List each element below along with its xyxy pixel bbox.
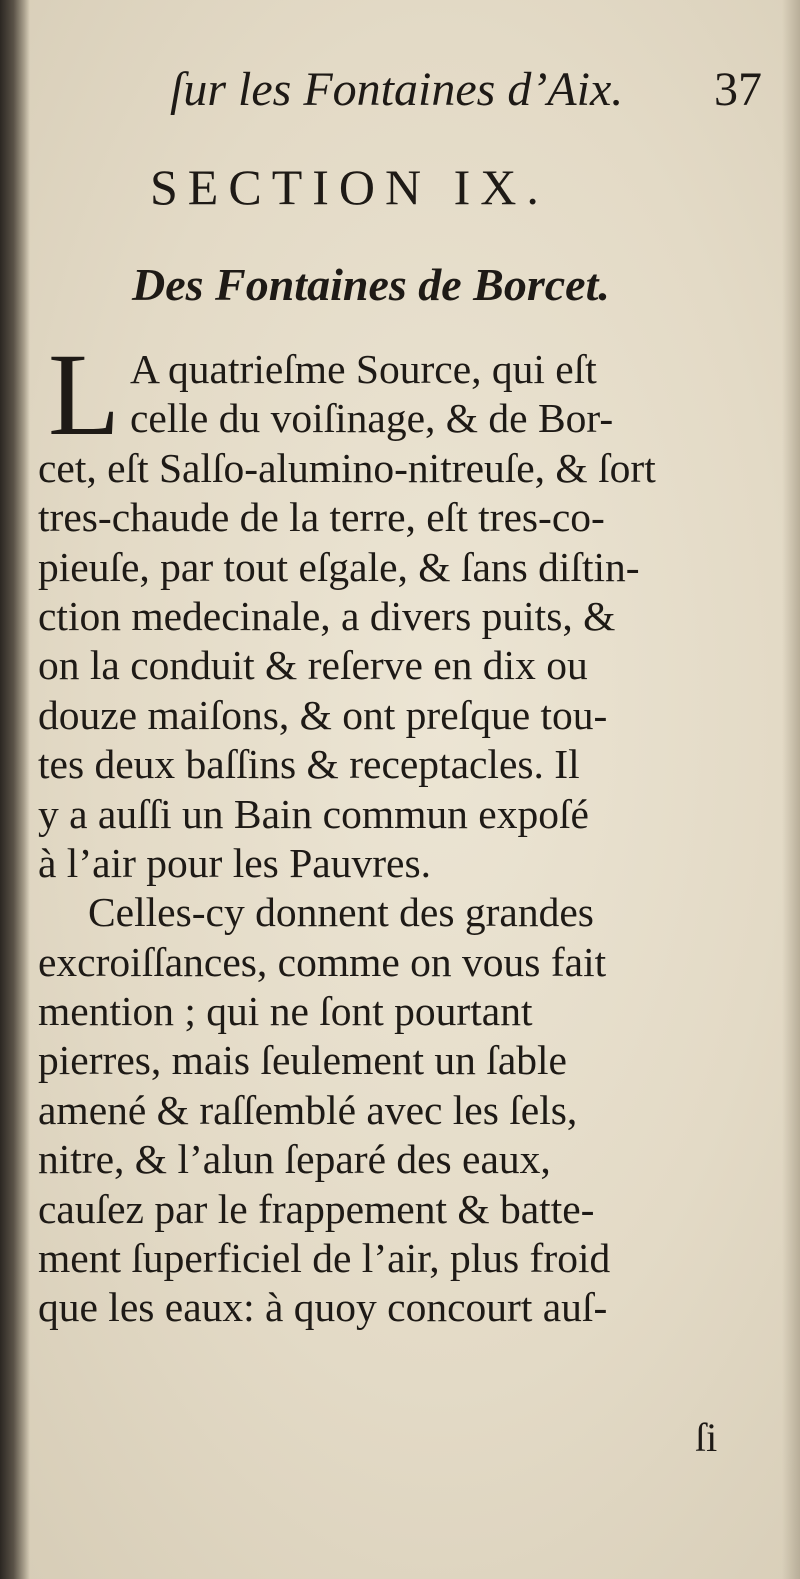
text-line: cauſez par le frappement & batte- — [38, 1185, 595, 1232]
section-subtitle: Des Fontaines de Borcet. — [132, 259, 610, 310]
text-line: y a auſſi un Bain commun expoſé — [38, 790, 589, 837]
text-line: Celles-cy donnent des grandes — [88, 889, 594, 936]
text-line: tes deux baſſins & receptacles. Il — [38, 741, 580, 788]
text-line: à l’air pour les Pauvres. — [38, 839, 431, 886]
page-header — [140, 62, 770, 132]
text-line: nitre, & l’alun ſeparé des eaux, — [38, 1136, 551, 1183]
text-line: douze maiſons, & ont preſque tou- — [38, 691, 608, 738]
text-line: cet, eſt Salſo-alumino-nitreuſe, & ſort — [38, 444, 656, 491]
text-line: on la conduit & reſerve en dix ou — [38, 642, 588, 689]
text-line: pierres, mais ſeulement un ſable — [38, 1037, 567, 1084]
page-number: 37 — [714, 63, 762, 116]
page-edge-shadow — [782, 0, 800, 1579]
section-title: SECTION IX. — [150, 159, 549, 215]
text-line: celle du voiſinage, & de Bor- — [130, 395, 614, 442]
drop-cap: L — [48, 329, 121, 460]
binding-gutter — [0, 0, 30, 1579]
text-line: ction medecinale, a divers puits, & — [38, 592, 616, 639]
text-line: ment ſuperficiel de l’air, plus froid — [38, 1235, 611, 1282]
text-line: que les eaux: à quoy concourt auſ- — [38, 1284, 608, 1331]
running-head: ſur les Fontaines d’Aix. — [170, 63, 624, 116]
text-line: A quatrieſme Source, qui eſt — [130, 346, 597, 392]
body-text — [38, 329, 768, 1333]
text-line: amené & raſſemblé avec les ſels, — [38, 1086, 578, 1133]
text-line: tres-chaude de la terre, eſt tres-co- — [38, 494, 605, 541]
text-line: pieuſe, par tout eſgale, & ſans diſtin- — [38, 543, 640, 590]
text-line: excroiſſances, comme on vous fait — [38, 938, 607, 985]
catchword: ſi — [695, 1415, 718, 1460]
text-line: mention ; qui ne ſont pourtant — [38, 988, 533, 1035]
